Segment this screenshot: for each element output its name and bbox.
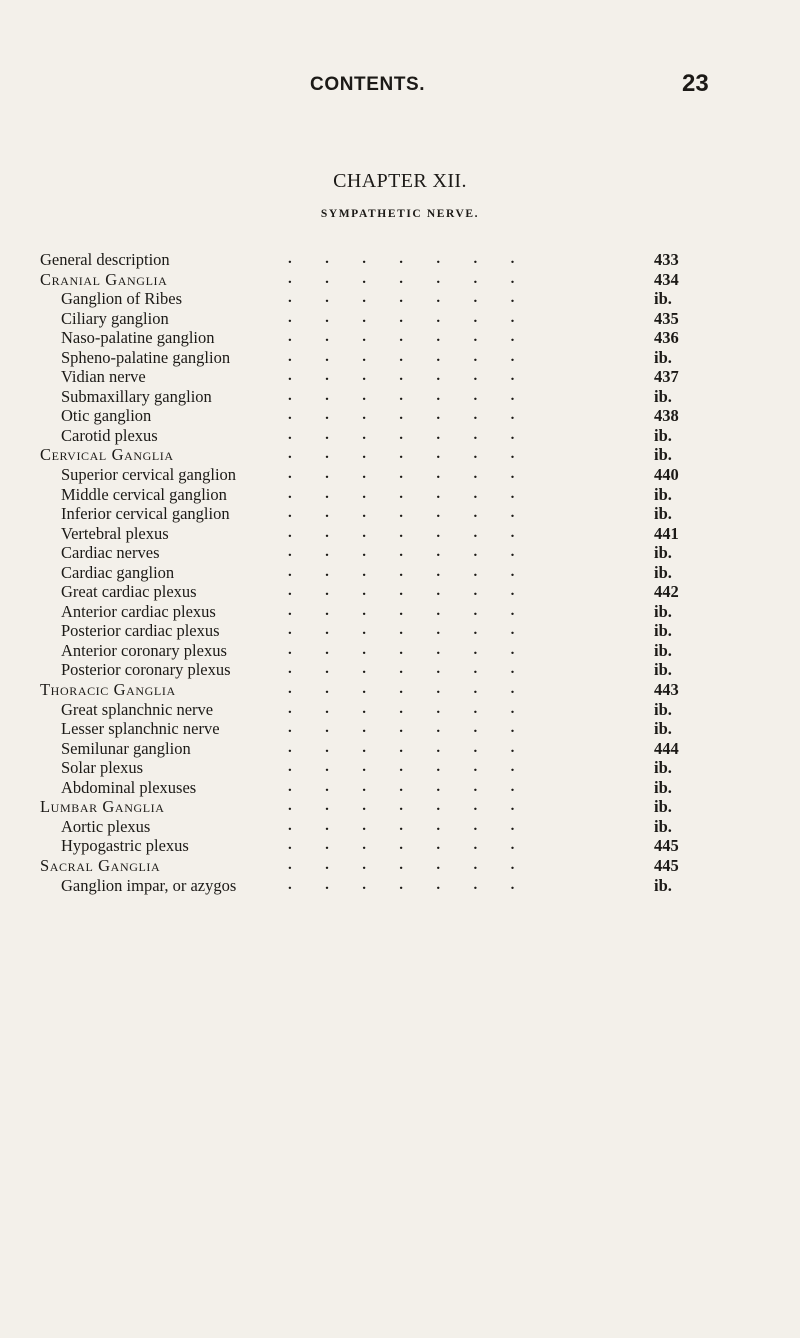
toc-entry-label: Ganglion of Ribes — [61, 289, 182, 309]
toc-section-entry — [40, 680, 690, 700]
toc-entry-page: ib. — [654, 816, 672, 836]
toc-entry-page: 445 — [654, 855, 679, 875]
toc-entry-label: Sacral Ganglia — [40, 855, 161, 875]
toc-entry — [40, 758, 690, 778]
toc-entry — [40, 719, 690, 739]
toc-entry-label: Thoracic Ganglia — [40, 680, 176, 700]
dot-leader: . . . . . . . — [288, 720, 515, 737]
dot-leader: . . . . . . . — [288, 524, 515, 541]
toc-entry — [40, 563, 690, 583]
toc-entry-page: ib. — [654, 621, 672, 641]
dot-leader: . . . . . . . — [288, 602, 515, 619]
dot-leader: . . . . . . . — [288, 778, 515, 795]
toc-entry — [40, 543, 690, 563]
toc-entry-page: 433 — [654, 250, 679, 269]
dot-leader: . . . . . . . — [288, 856, 515, 873]
dot-leader: . . . . . . . — [288, 563, 515, 580]
toc-entry-page: 434 — [654, 269, 679, 289]
dot-leader: . . . . . . . — [288, 544, 515, 561]
dot-leader: . . . . . . . — [288, 661, 515, 678]
toc-entry-page: ib. — [654, 797, 672, 817]
toc-entry-label: Aortic plexus — [61, 816, 151, 836]
toc-entry — [40, 876, 690, 896]
toc-entry-label: Solar plexus — [61, 758, 144, 778]
toc-entry-label: Inferior cervical ganglion — [61, 504, 230, 524]
toc-entry-page: 435 — [654, 308, 679, 328]
toc-entry-page: ib. — [654, 425, 672, 445]
toc-entry-page: ib. — [654, 699, 672, 719]
dot-leader: . . . . . . . — [288, 466, 515, 483]
toc-entry-page: ib. — [654, 347, 672, 367]
chapter-subtitle: SYMPATHETIC NERVE. — [320, 208, 480, 220]
toc-entry — [40, 739, 690, 759]
toc-entry-label: Posterior coronary plexus — [61, 660, 231, 680]
toc-entry-page: ib. — [654, 875, 672, 895]
toc-entry-page: ib. — [654, 289, 672, 309]
toc-entry-label: Cranial Ganglia — [40, 269, 168, 289]
toc-section-entry — [40, 856, 690, 876]
dot-leader: . . . . . . . — [288, 739, 515, 756]
dot-leader: . . . . . . . — [288, 368, 515, 385]
toc-entry-page: ib. — [654, 660, 672, 680]
toc-entry — [40, 582, 690, 602]
toc-entry-page: ib. — [654, 386, 672, 406]
toc-entry — [40, 426, 690, 446]
toc-entry-page: ib. — [654, 601, 672, 621]
dot-leader: . . . . . . . — [288, 681, 515, 698]
toc-entry — [40, 309, 690, 329]
toc-entry-label: Lumbar Ganglia — [40, 797, 165, 817]
toc-entry — [40, 348, 690, 368]
toc-entry — [40, 700, 690, 720]
toc-entry-page: ib. — [654, 777, 672, 797]
table-of-contents — [40, 250, 690, 895]
toc-entry — [40, 328, 690, 348]
dot-leader: . . . . . . . — [288, 290, 515, 307]
dot-leader: . . . . . . . — [288, 641, 515, 658]
toc-entry-page: 436 — [654, 328, 679, 348]
toc-entry-page: 443 — [654, 680, 679, 700]
toc-section-entry — [40, 445, 690, 465]
toc-entry-page: 445 — [654, 836, 679, 856]
toc-entry — [40, 621, 690, 641]
toc-entry-label: General description — [40, 250, 170, 269]
toc-entry-page: ib. — [654, 543, 672, 563]
toc-entry-page: ib. — [654, 484, 672, 504]
toc-entry — [40, 485, 690, 505]
toc-entry — [40, 817, 690, 837]
page-number: 23 — [682, 70, 709, 97]
running-head — [0, 70, 800, 104]
toc-entry-page: 441 — [654, 523, 679, 543]
toc-entry-label: Otic ganglion — [61, 406, 152, 426]
toc-entry-label: Ganglion impar, or azygos — [61, 875, 237, 895]
toc-entry-page: ib. — [654, 640, 672, 660]
toc-entry — [40, 641, 690, 661]
dot-leader: . . . . . . . — [288, 270, 515, 287]
toc-entry-page: 442 — [654, 582, 679, 602]
toc-entry-label: Naso-palatine ganglion — [61, 328, 215, 348]
dot-leader: . . . . . . . — [288, 700, 515, 717]
dot-leader: . . . . . . . — [288, 817, 515, 834]
running-head-title: CONTENTS. — [310, 74, 426, 95]
toc-entry-label: Spheno-palatine ganglion — [61, 347, 231, 367]
toc-entry — [40, 524, 690, 544]
dot-leader: . . . . . . . — [288, 309, 515, 326]
toc-entry-page: 438 — [654, 406, 679, 426]
toc-entry-label: Great cardiac plexus — [61, 582, 197, 602]
toc-entry-label: Carotid plexus — [61, 425, 158, 445]
dot-leader: . . . . . . . — [288, 329, 515, 346]
toc-entry — [40, 367, 690, 387]
dot-leader: . . . . . . . — [288, 759, 515, 776]
toc-entry-label: Anterior coronary plexus — [61, 640, 227, 660]
dot-leader: . . . . . . . — [288, 505, 515, 522]
dot-leader: . . . . . . . — [288, 798, 515, 815]
toc-entry-page: ib. — [654, 445, 672, 465]
toc-entry-label: Great splanchnic nerve — [61, 699, 214, 719]
dot-leader: . . . . . . . — [288, 407, 515, 424]
dot-leader: . . . . . . . — [288, 837, 515, 854]
toc-entry-label: Superior cervical ganglion — [61, 465, 237, 485]
toc-entry-label: Vidian nerve — [61, 367, 146, 387]
toc-entry-label: Abdominal plexuses — [61, 777, 197, 797]
toc-entry-label: Semilunar ganglion — [61, 738, 191, 758]
toc-entry — [40, 504, 690, 524]
toc-entry-label: Hypogastric plexus — [61, 836, 189, 856]
toc-entry-label: Lesser splanchnic nerve — [61, 719, 220, 739]
dot-leader: . . . . . . . — [288, 446, 515, 463]
toc-entry — [40, 465, 690, 485]
dot-leader: . . . . . . . — [288, 348, 515, 365]
toc-section-entry — [40, 797, 690, 817]
toc-entry-label: Middle cervical ganglion — [61, 484, 227, 504]
toc-entry-page: 444 — [654, 738, 679, 758]
dot-leader: . . . . . . . — [288, 583, 515, 600]
toc-entry — [40, 602, 690, 622]
toc-entry — [40, 387, 690, 407]
toc-entry-label: Ciliary ganglion — [61, 308, 169, 328]
toc-entry-label: Submaxillary ganglion — [61, 386, 212, 406]
toc-entry — [40, 406, 690, 426]
toc-entry-label: Vertebral plexus — [61, 523, 169, 543]
toc-section-entry — [40, 250, 690, 270]
chapter-heading: CHAPTER XII. — [333, 170, 467, 192]
toc-entry-page: 437 — [654, 367, 679, 387]
toc-entry-label: Cervical Ganglia — [40, 445, 174, 465]
toc-entry-page: ib. — [654, 719, 672, 739]
toc-entry-label: Cardiac nerves — [61, 543, 160, 563]
toc-entry-page: 440 — [654, 465, 679, 485]
dot-leader: . . . . . . . — [288, 251, 515, 267]
toc-entry — [40, 778, 690, 798]
toc-entry-label: Anterior cardiac plexus — [61, 601, 216, 621]
toc-entry — [40, 660, 690, 680]
toc-section-entry — [40, 270, 690, 290]
toc-entry-label: Posterior cardiac plexus — [61, 621, 220, 641]
toc-entry-page: ib. — [654, 504, 672, 524]
dot-leader: . . . . . . . — [288, 387, 515, 404]
dot-leader: . . . . . . . — [288, 622, 515, 639]
toc-entry-label: Cardiac ganglion — [61, 562, 175, 582]
dot-leader: . . . . . . . — [288, 876, 515, 893]
toc-entry-page: ib. — [654, 758, 672, 778]
toc-entry — [40, 289, 690, 309]
dot-leader: . . . . . . . — [288, 485, 515, 502]
toc-entry — [40, 836, 690, 856]
toc-entry-page: ib. — [654, 562, 672, 582]
dot-leader: . . . . . . . — [288, 426, 515, 443]
